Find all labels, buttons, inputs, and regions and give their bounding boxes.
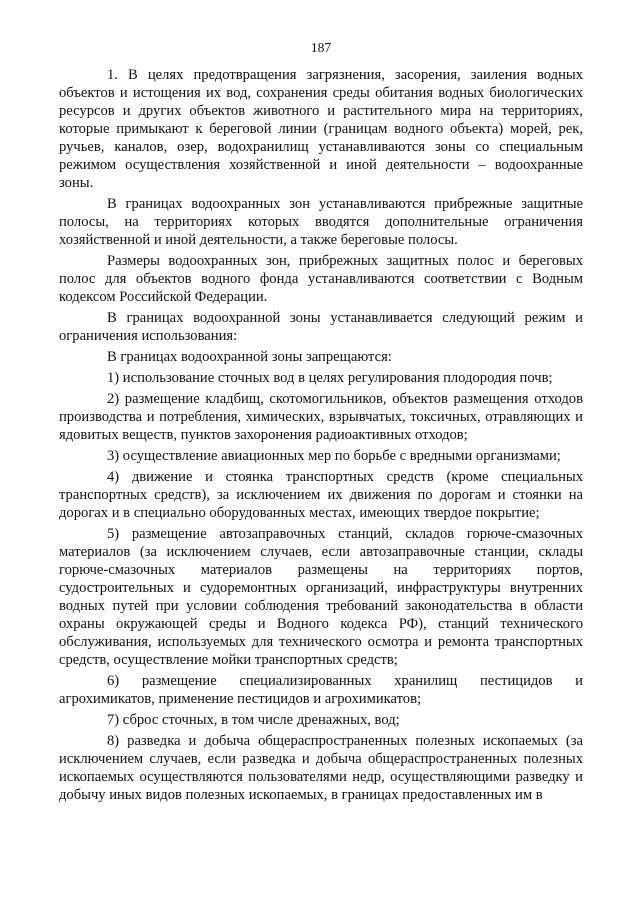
paragraph-1: 1. В целях предотвращения загрязнения, засорения, заиления водных объектов и истощения их вод, сохранения среды обитания водных биологических ресурсов и других объектов животного и растительного мира на территориях, которые примыкают к береговой линии (границам водного объекта) морей, рек, ручьев, каналов, озер, водохранилищ устанавливаются зоны со специальным режимом осуществления хозяйственной и иной деятельности – водоохранные зоны. [59, 67, 583, 191]
list-item-3: 3) осуществление авиационных мер по борьбе с вредными организмами; [107, 448, 561, 464]
list-item-6: 6) размещение специализированных хранилищ пестицидов и агрохимикатов, применение пестицидов и агрохимикатов; [59, 673, 583, 707]
list-item-4: 4) движение и стоянка транспортных средств (кроме специальных транспортных средств), за исключением их движения по дорогам и стоянки на дорогах и в специально оборудованных местах, имеющих твердое покрытие; [59, 469, 583, 521]
list-item-2: 2) размещение кладбищ, скотомогильников, объектов размещения отходов производства и потребления, химических, взрывчатых, токсичных, отравляющих и ядовитых веществ, пунктов захоронения радиоактивных отходов; [59, 391, 583, 443]
paragraph-3: Размеры водоохранных зон, прибрежных защитных полос и береговых полос для объектов водного фонда устанавливаются соответствии с Водным кодексом Российской Федерации. [59, 253, 583, 305]
paragraph-2: В границах водоохранных зон устанавливаются прибрежные защитные полосы, на территориях которых вводятся дополнительные ограничения хозяйственной и иной деятельности, а также береговые полосы. [59, 196, 583, 248]
list-item-5: 5) размещение автозаправочных станций, складов горюче-смазочных материалов (за исключением случаев, если автозаправочные станции, склады горюче-смазочных материалов размещены на территориях портов, судостроительных и судоремонтных организаций, инфраструктуры внутренних водных путей при условии соблюдения требований законодательства в области охраны окружающей среды и Водного кодекса РФ), станций технического обслуживания, используемых для технического осмотра и ремонта транспортных средств, осуществление мойки транспортных средств; [59, 526, 583, 668]
paragraph-5: В границах водоохранной зоны запрещаются: [107, 349, 392, 365]
list-item-8: 8) разведка и добыча общераспространенных полезных ископаемых (за исключением случаев, если разведка и добыча общераспространенных полезных ископаемых осуществляются пользователями недр, осуществляющими разведку и добычу иных видов полезных ископаемых, в границах предоставленных им в [59, 733, 583, 803]
page-number: 187 [310, 40, 332, 55]
paragraph-4: В границах водоохранной зоны устанавливается следующий режим и ограничения использования: [59, 310, 583, 344]
list-item-1: 1) использование сточных вод в целях регулирования плодородия почв; [107, 370, 553, 386]
list-item-7: 7) сброс сточных, в том числе дренажных, вод; [107, 712, 400, 728]
